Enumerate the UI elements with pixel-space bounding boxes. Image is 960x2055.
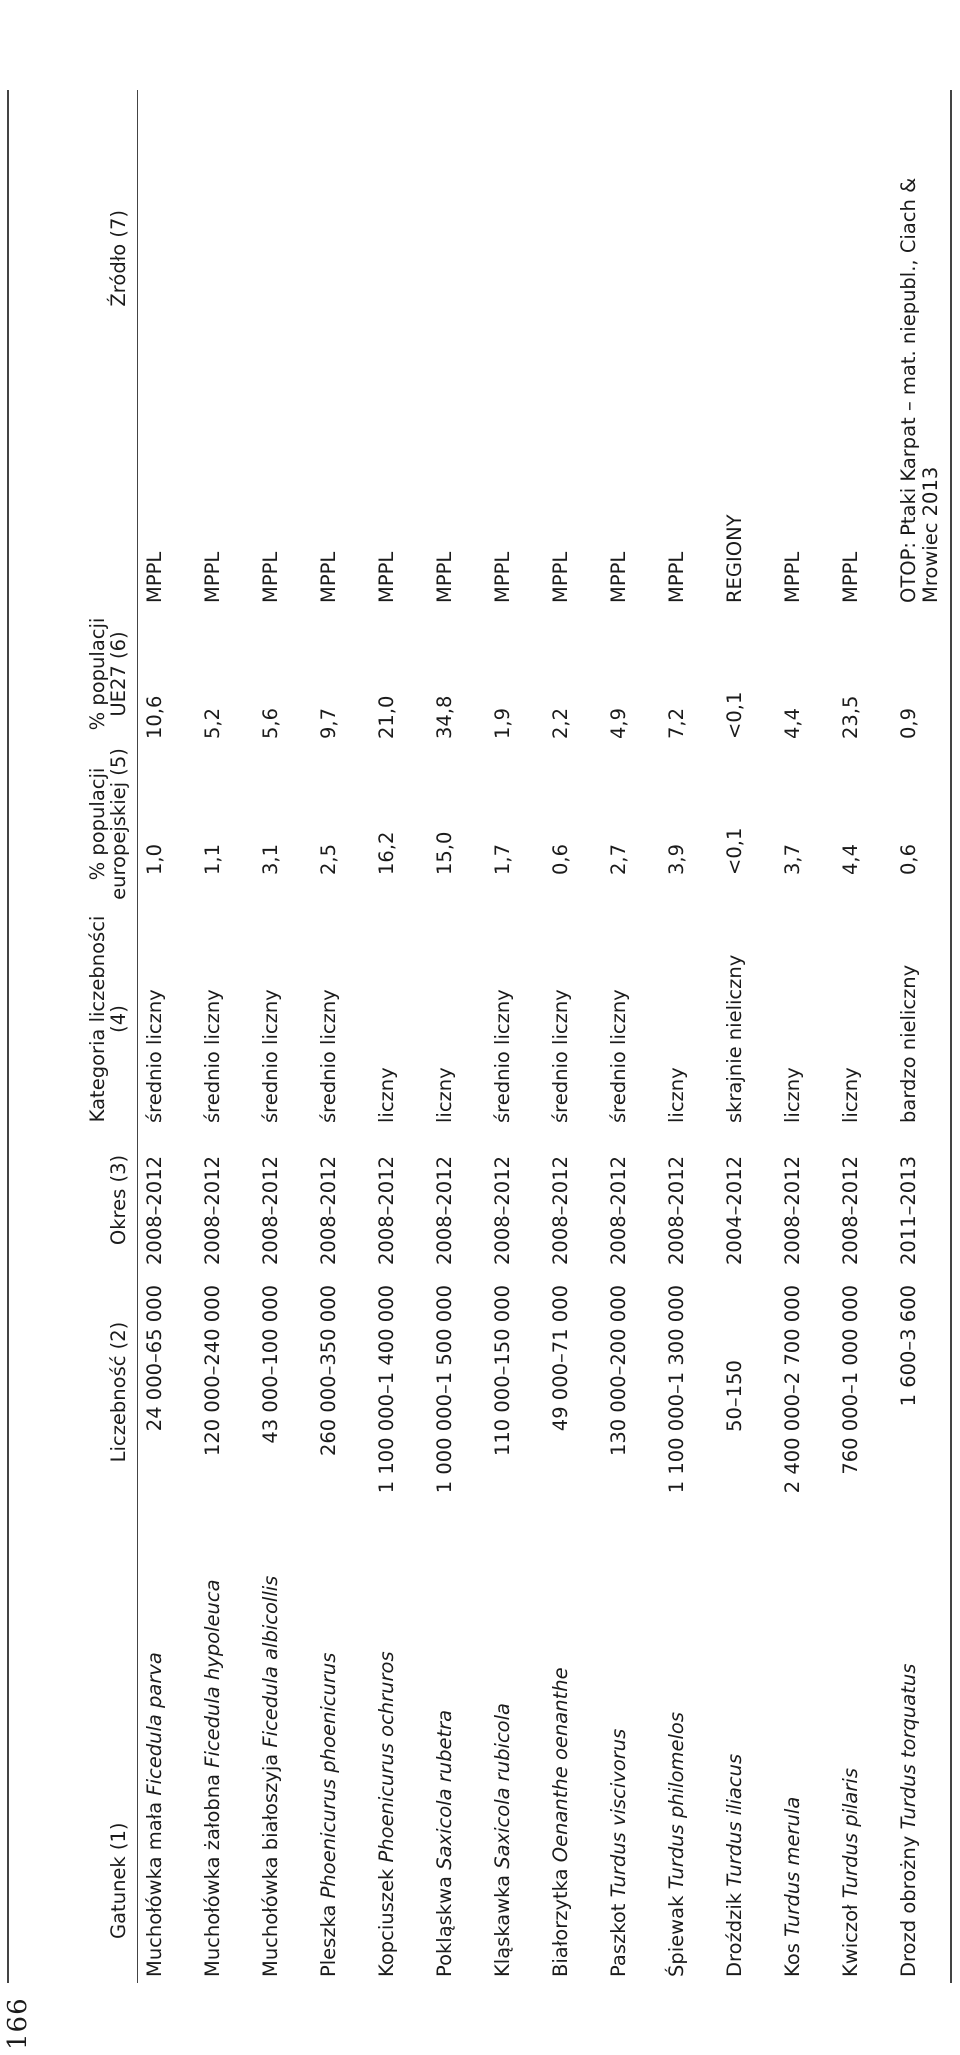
cell-category: średnio liczny xyxy=(491,989,514,1123)
cell-period: 2008–2012 xyxy=(259,1155,282,1265)
cell-category: średnio liczny xyxy=(259,989,282,1123)
table-row xyxy=(776,90,834,1983)
cell-abundance: 760 000–1 000 000 xyxy=(839,1285,862,1475)
cell-period: 2008–2012 xyxy=(549,1155,572,1265)
cell-pct-eu27: 21,0 xyxy=(375,695,398,739)
page-number: 166 xyxy=(3,1997,33,2050)
rotated-page xyxy=(0,90,960,2055)
table-row xyxy=(602,90,660,1983)
cell-species xyxy=(370,1513,428,1983)
cell-abundance: 1 100 000–1 300 000 xyxy=(665,1285,688,1494)
cell-category: liczny xyxy=(839,1067,862,1123)
header-pct-europe: % populacji europejskiej (5) xyxy=(8,739,138,909)
header-source: Źródło (7) xyxy=(8,90,138,609)
species-polish-name: Droździk xyxy=(723,1892,746,1977)
species-latin-name: Ficedula parva xyxy=(143,1652,166,1796)
cell-species xyxy=(428,1513,486,1983)
cell-pct-eu27: 7,2 xyxy=(665,707,688,739)
cell-source: MPPL xyxy=(259,551,282,603)
cell-pct-europe: 2,5 xyxy=(317,843,340,875)
cell-pct-europe: 3,7 xyxy=(781,843,804,875)
species-polish-name: Kwiczoł xyxy=(839,1904,862,1977)
cell-period: 2008–2012 xyxy=(317,1155,340,1265)
cell-source: MPPL xyxy=(143,551,166,603)
cell-category: liczny xyxy=(433,1067,456,1123)
cell-pct-eu27: 10,6 xyxy=(143,695,166,739)
table-row xyxy=(834,90,892,1983)
species-latin-name: Turdus merula xyxy=(781,1796,804,1937)
species-polish-name: Paszkot xyxy=(607,1903,630,1977)
cell-source: MPPL xyxy=(491,551,514,603)
cell-period: 2008–2012 xyxy=(143,1155,166,1265)
species-polish-name: Muchołówka żałobna xyxy=(201,1773,224,1977)
species-latin-name: Turdus pilaris xyxy=(839,1768,862,1899)
cell-pct-eu27: 23,5 xyxy=(839,695,862,739)
table-row xyxy=(196,90,254,1983)
species-polish-name: Drozd obrożny xyxy=(897,1835,920,1977)
species-latin-name: Saxicola rubicola xyxy=(491,1703,514,1869)
table-body xyxy=(138,90,952,1983)
species-latin-name: Phoenicurus phoenicurus xyxy=(317,1652,340,1899)
cell-abundance: 2 400 000–2 700 000 xyxy=(781,1285,804,1494)
header-category: Kategoria liczebności (4) xyxy=(8,909,138,1129)
cell-abundance: 120 000–240 000 xyxy=(201,1285,224,1457)
species-latin-name: Turdus iliacus xyxy=(723,1753,746,1887)
cell-category: liczny xyxy=(781,1067,804,1123)
cell-source: MPPL xyxy=(433,551,456,603)
cell-pct-europe: 15,0 xyxy=(433,831,456,875)
species-polish-name: Kląskawka xyxy=(491,1874,514,1977)
cell-source: REGIONY xyxy=(723,514,746,603)
cell-pct-europe: 1,0 xyxy=(143,843,166,875)
species-latin-name: Phoenicurus ochruros xyxy=(375,1651,398,1863)
species-polish-name: Kopciuszek xyxy=(375,1868,398,1977)
table-row xyxy=(312,90,370,1983)
cell-period: 2011–2013 xyxy=(892,1129,951,1271)
cell-species xyxy=(718,1513,776,1983)
cell-period: 2008–2012 xyxy=(201,1155,224,1265)
cell-pct-eu27: 4,9 xyxy=(607,707,630,739)
cell-pct-europe: 16,2 xyxy=(375,831,398,875)
cell-abundance: 49 000–71 000 xyxy=(549,1285,572,1432)
cell-source: MPPL xyxy=(317,551,340,603)
cell-abundance: 130 000–200 000 xyxy=(607,1285,630,1457)
species-latin-name: Oenanthe oenanthe xyxy=(549,1667,572,1863)
cell-species xyxy=(660,1513,718,1983)
species-polish-name: Pleszka xyxy=(317,1904,340,1977)
cell-pct-europe: 3,9 xyxy=(665,843,688,875)
cell-pct-europe: 3,1 xyxy=(259,843,282,875)
table-row xyxy=(718,90,776,1983)
table-row xyxy=(428,90,486,1983)
species-polish-name: Muchołówka mała xyxy=(143,1801,166,1977)
cell-species xyxy=(834,1513,892,1983)
table-row xyxy=(254,90,312,1983)
cell-pct-europe: 0,6 xyxy=(549,843,572,875)
cell-pct-eu27: 2,2 xyxy=(549,707,572,739)
cell-period: 2008–2012 xyxy=(433,1155,456,1265)
cell-source: MPPL xyxy=(549,551,572,603)
cell-species xyxy=(892,1513,951,1983)
cell-species xyxy=(776,1513,834,1983)
cell-abundance: 43 000–100 000 xyxy=(259,1285,282,1444)
header-row xyxy=(8,90,138,1983)
cell-source: MPPL xyxy=(375,551,398,603)
cell-species xyxy=(138,1513,197,1983)
cell-category: liczny xyxy=(665,1067,688,1123)
species-latin-name: Ficedula hypoleuca xyxy=(201,1579,224,1768)
table-row xyxy=(892,90,951,1983)
cell-pct-eu27: 34,8 xyxy=(433,695,456,739)
cell-abundance: 1 000 000–1 500 000 xyxy=(433,1285,456,1494)
cell-abundance: 110 000–150 000 xyxy=(491,1285,514,1457)
species-polish-name: Muchołówka białoszyja xyxy=(259,1753,282,1977)
cell-pct-europe: 1,1 xyxy=(201,843,224,875)
cell-abundance: 1 600–3 600 xyxy=(892,1271,951,1513)
cell-category: średnio liczny xyxy=(317,989,340,1123)
cell-period: 2008–2012 xyxy=(607,1155,630,1265)
cell-species xyxy=(254,1513,312,1983)
cell-species xyxy=(486,1513,544,1983)
cell-period: 2008–2012 xyxy=(491,1155,514,1265)
cell-pct-europe: 0,6 xyxy=(892,739,951,909)
cell-category: liczny xyxy=(375,1067,398,1123)
species-table xyxy=(7,90,952,1983)
species-latin-name: Ficedula albicollis xyxy=(259,1575,282,1748)
cell-pct-eu27: 9,7 xyxy=(317,707,340,739)
species-polish-name: Śpiewak xyxy=(665,1895,688,1977)
cell-abundance: 24 000–65 000 xyxy=(143,1285,166,1432)
species-latin-name: Turdus philomelos xyxy=(665,1711,688,1890)
cell-category: bardzo nieliczny xyxy=(892,909,951,1129)
cell-source: MPPL xyxy=(839,551,862,603)
species-latin-name: Turdus torquatus xyxy=(897,1663,920,1830)
cell-pct-europe: <0,1 xyxy=(723,827,746,875)
cell-species xyxy=(196,1513,254,1983)
species-latin-name: Turdus viscivorus xyxy=(607,1728,630,1898)
cell-period: 2004–2012 xyxy=(723,1155,746,1265)
cell-source: OTOP: Ptaki Karpat – mat. niepubl., Ciach & Mrowiec 2013 xyxy=(892,90,951,609)
species-polish-name: Białorzytka xyxy=(549,1868,572,1977)
cell-category: skrajnie nieliczny xyxy=(723,954,746,1123)
table-row xyxy=(486,90,544,1983)
cell-pct-europe: 1,7 xyxy=(491,843,514,875)
cell-abundance: 50–150 xyxy=(723,1360,746,1432)
cell-pct-eu27: 1,9 xyxy=(491,707,514,739)
cell-source: MPPL xyxy=(201,551,224,603)
cell-pct-eu27: 0,9 xyxy=(892,609,951,739)
cell-pct-eu27: 5,2 xyxy=(201,707,224,739)
cell-species xyxy=(602,1513,660,1983)
cell-source: MPPL xyxy=(665,551,688,603)
cell-species xyxy=(312,1513,370,1983)
cell-period: 2008–2012 xyxy=(839,1155,862,1265)
cell-abundance: 1 100 000–1 400 000 xyxy=(375,1285,398,1494)
cell-abundance: 260 000–350 000 xyxy=(317,1285,340,1457)
cell-source: MPPL xyxy=(781,551,804,603)
species-latin-name: Saxicola rubetra xyxy=(433,1709,456,1870)
table-row xyxy=(660,90,718,1983)
header-abundance: Liczebność (2) xyxy=(8,1271,138,1513)
cell-period: 2008–2012 xyxy=(375,1155,398,1265)
cell-category: średnio liczny xyxy=(143,989,166,1123)
cell-pct-eu27: 5,6 xyxy=(259,707,282,739)
cell-pct-europe: 2,7 xyxy=(607,843,630,875)
header-pct-eu27: % populacji UE27 (6) xyxy=(8,609,138,739)
cell-period: 2008–2012 xyxy=(665,1155,688,1265)
cell-pct-eu27: <0,1 xyxy=(723,691,746,739)
cell-category: średnio liczny xyxy=(201,989,224,1123)
cell-pct-eu27: 4,4 xyxy=(781,707,804,739)
cell-pct-europe: 4,4 xyxy=(839,843,862,875)
header-period: Okres (3) xyxy=(8,1129,138,1271)
species-polish-name: Pokląskwa xyxy=(433,1875,456,1977)
table-row xyxy=(370,90,428,1983)
cell-species xyxy=(544,1513,602,1983)
table-row xyxy=(138,90,197,1983)
cell-category: średnio liczny xyxy=(607,989,630,1123)
species-polish-name: Kos xyxy=(781,1943,804,1977)
header-species: Gatunek (1) xyxy=(8,1513,138,1983)
cell-category: średnio liczny xyxy=(549,989,572,1123)
cell-period: 2008–2012 xyxy=(781,1155,804,1265)
table-row xyxy=(544,90,602,1983)
cell-source: MPPL xyxy=(607,551,630,603)
